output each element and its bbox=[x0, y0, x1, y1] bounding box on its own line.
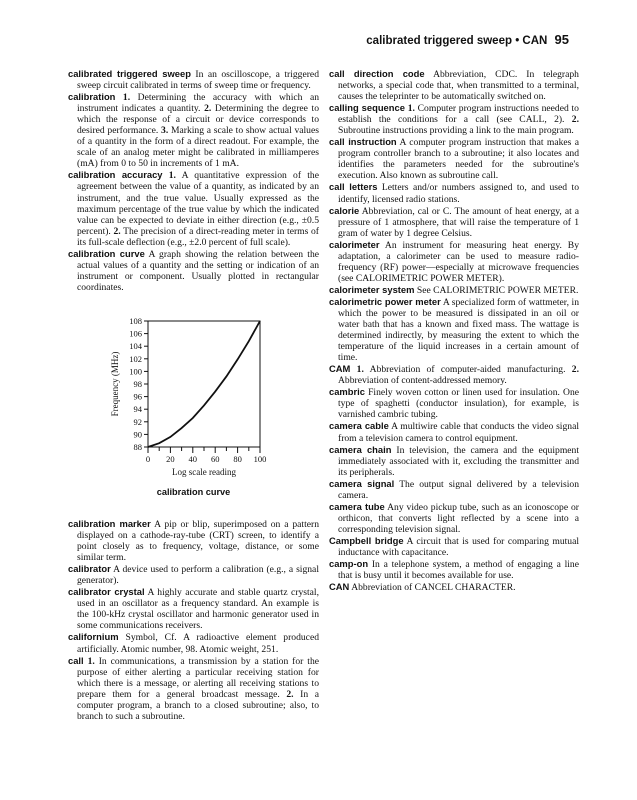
definition-text: A quantitative expression of the agreement between the value of a quantity, as indicated by an instrument, and the true value. Usually expressed as the maximum percentage of the true value by which the indicated value can be expected to deviate in either direction (e.g., ±0.5 percent). bbox=[77, 170, 319, 237]
dictionary-entry bbox=[329, 205, 579, 239]
sense-number: 2. bbox=[204, 103, 212, 115]
definition-text: Abbreviation, CDC. In telegraph networks, a special code that, when transmitted to a terminal, causes the teleprinter to be automatically switched on. bbox=[338, 69, 579, 103]
sense-number: 1. bbox=[87, 655, 95, 667]
x-tick-label: 20 bbox=[166, 453, 175, 464]
dictionary-entry bbox=[329, 363, 579, 386]
dictionary-entry bbox=[68, 586, 319, 631]
definition-text: Computer program instructions needed to establish the conditions for a call (see CALL, 2). bbox=[338, 103, 579, 126]
entry-term: camera signal bbox=[329, 477, 395, 489]
definition-text: Letters and/or numbers assigned to, and used to identify, licensed radio stations. bbox=[338, 182, 579, 205]
entry-term: calibration curve bbox=[68, 247, 145, 259]
sense-number: 1. bbox=[407, 103, 415, 115]
dictionary-entry bbox=[329, 420, 579, 443]
definition-text: Symbol, Cf. A radioactive element produced artificially. Atomic number, 98. Atomic weight, 251. bbox=[77, 632, 319, 655]
y-tick-label: 92 bbox=[133, 416, 142, 427]
y-axis-label: Frequency (MHz) bbox=[110, 351, 120, 417]
dictionary-entry bbox=[329, 296, 579, 363]
definition-text: Determining the accuracy with which an instrument indicates a quantity. bbox=[77, 92, 320, 115]
x-tick-label: 40 bbox=[188, 453, 198, 464]
definition-text: In a telephone system, a method of engaging a line that is busy until it becomes available for use. bbox=[338, 559, 579, 582]
dictionary-entry bbox=[329, 136, 579, 181]
dictionary-entry bbox=[329, 581, 579, 593]
sense-number: 2. bbox=[113, 225, 121, 237]
x-tick-label: 0 bbox=[145, 453, 151, 464]
dictionary-entry bbox=[329, 478, 579, 501]
dictionary-entry bbox=[329, 386, 579, 420]
dictionary-entry bbox=[329, 501, 579, 535]
running-title: calibrated triggered sweep • CAN bbox=[366, 35, 548, 47]
y-tick-label: 96 bbox=[133, 391, 142, 402]
right-entries bbox=[329, 68, 579, 593]
dictionary-entry bbox=[68, 518, 319, 563]
entry-term: call direction code bbox=[329, 68, 425, 79]
y-tick-label: 102 bbox=[129, 353, 142, 364]
dictionary-entry bbox=[68, 169, 319, 247]
entry-term: camp-on bbox=[329, 558, 369, 570]
y-tick-label: 88 bbox=[133, 441, 142, 452]
sense-number: 1. bbox=[356, 364, 364, 376]
definition-text: Abbreviation of content-addressed memory. bbox=[338, 375, 507, 387]
calibration-curve-figure bbox=[68, 313, 319, 483]
entry-term: CAM bbox=[329, 363, 351, 375]
x-axis-label: Log scale reading bbox=[172, 466, 236, 477]
plot-frame bbox=[148, 321, 260, 447]
definition-text: A graph showing the relation between the actual values of a quantity and the setting or indication of an instrument or component. Usually plotted in rectangular coordinates. bbox=[77, 248, 319, 293]
definition-text: See CALORIMETRIC POWER METER. bbox=[416, 284, 579, 296]
dictionary-entry bbox=[68, 68, 319, 91]
figure-caption: calibration curve bbox=[156, 486, 231, 497]
definition-text: In an oscilloscope, a triggered sweep circuit calibrated in terms of sweep time or frequency. bbox=[77, 69, 319, 92]
y-tick-label: 90 bbox=[133, 429, 142, 440]
y-tick-label: 108 bbox=[129, 315, 142, 326]
sense-number: 2. bbox=[571, 364, 579, 376]
entry-term: calibration bbox=[68, 91, 116, 103]
dictionary-entry bbox=[68, 91, 319, 169]
definition-text: An instrument for measuring heat energy. By adaptation, a calorimeter can be used to measure radio-frequency (RF) power—especially at microwave frequencies (see CALORIMETRIC POWER METER). bbox=[338, 239, 579, 284]
page-number: 95 bbox=[554, 32, 569, 47]
entry-term: californium bbox=[68, 631, 119, 643]
running-header bbox=[366, 32, 569, 47]
definition-text: Any video pickup tube, such as an iconoscope or orthicon, that converts light reflected by a scene into a corresponding television signal. bbox=[338, 501, 579, 535]
entry-term: camera cable bbox=[329, 420, 389, 432]
definition-text: The precision of a direct-reading meter in terms of its full-scale deflection (e.g., ±2.0 percent of full scale). bbox=[77, 225, 319, 248]
entry-term: calibrated triggered sweep bbox=[68, 68, 191, 79]
sense-number: 1. bbox=[168, 170, 176, 182]
entry-term: Campbell bridge bbox=[329, 534, 404, 546]
definition-text: A circuit that is used for comparing mutual inductance with capacitance. bbox=[338, 535, 580, 558]
entry-term: call bbox=[68, 654, 84, 666]
calibration-curve-line bbox=[148, 321, 260, 447]
entry-term: call instruction bbox=[329, 136, 397, 148]
entry-term: calorie bbox=[329, 204, 360, 216]
definition-text: Subroutine instructions providing a link to the main program. bbox=[338, 125, 574, 137]
definition-text: In a computer program, a branch to a closed subroutine; also, to branch to such a subroutine. bbox=[77, 688, 320, 722]
dictionary-entry bbox=[329, 68, 579, 102]
y-tick-label: 94 bbox=[133, 404, 142, 415]
dictionary-entry bbox=[329, 239, 579, 284]
entry-term: camera chain bbox=[329, 443, 392, 455]
x-tick-label: 100 bbox=[253, 453, 267, 464]
definition-text: Marking a scale to show actual values of a quantity in the form of a direct readout. For example, the scale of an analog meter might be calibrated in milliamperes (mA) from 0 to 50 in increments of 1 mA. bbox=[77, 125, 319, 170]
definition-text: In communications, a transmission by a station for the purpose of either alerting a particular receiving station for which there is a message, or alerting all receiving stations to prepare them for a general broadcast message. bbox=[77, 655, 320, 700]
definition-text: A computer program instruction that makes a program controller branch to a subroutine; it also locates and identifies the parameters needed for the subroutine's execution. Also known as subroutine call. bbox=[338, 137, 579, 182]
definition-text: A multiwire cable that conducts the video signal from a television camera to control equipment. bbox=[338, 421, 579, 444]
entry-term: cambric bbox=[329, 386, 365, 398]
entry-term: calibrator crystal bbox=[68, 586, 145, 598]
dictionary-entry bbox=[329, 558, 579, 581]
dictionary-entry bbox=[329, 444, 579, 478]
entry-term: calorimetric power meter bbox=[329, 295, 441, 307]
entry-term: calibration marker bbox=[68, 517, 151, 529]
left-entries-bottom bbox=[68, 518, 319, 722]
sense-number: 2. bbox=[286, 688, 294, 700]
definition-text: Finely woven cotton or linen used for insulation. One type of spaghetti (conductor insulation), for example, is varnished cambric tubing. bbox=[338, 387, 579, 421]
definition-text: In television, the camera and the equipment immediately associated with it, excluding the transmitter and its peripherals. bbox=[338, 444, 579, 478]
entry-term: call letters bbox=[329, 181, 378, 193]
left-entries-top bbox=[68, 68, 319, 293]
dictionary-entry bbox=[68, 631, 319, 654]
definition-text: A device used to perform a calibration (e.g., a signal generator). bbox=[77, 564, 319, 587]
definition-text: Determining the degree to which the response of a circuit or device corresponds to desired performance. bbox=[77, 103, 320, 137]
entry-term: calorimeter system bbox=[329, 283, 415, 295]
sense-number: 2. bbox=[571, 114, 579, 126]
x-tick-label: 80 bbox=[233, 453, 242, 464]
entry-term: CAN bbox=[329, 581, 350, 593]
definition-text: The output signal delivered by a television camera. bbox=[338, 478, 579, 501]
dictionary-entry bbox=[68, 563, 319, 586]
dictionary-entry bbox=[329, 181, 579, 204]
y-tick-label: 106 bbox=[129, 328, 142, 339]
definition-text: A pip or blip, superimposed on a pattern displayed on a cathode-ray-tube (CRT) screen, to identify a point closely as to frequency, voltage, distance, or some similar term. bbox=[77, 518, 319, 564]
dictionary-entry bbox=[68, 655, 319, 722]
definition-text: Abbreviation of CANCEL CHARACTER. bbox=[351, 582, 516, 594]
dictionary-entry bbox=[329, 535, 579, 558]
y-tick-label: 98 bbox=[133, 378, 142, 389]
y-tick-label: 104 bbox=[129, 341, 142, 352]
definition-text: A highly accurate and stable quartz crystal, used in an oscillator as a frequency standard. An example is the 100-kHz crystal oscillator and harmonic generator used in some communications receivers. bbox=[77, 587, 319, 632]
entry-term: camera tube bbox=[329, 500, 385, 512]
dictionary-entry bbox=[329, 102, 579, 136]
left-column bbox=[68, 68, 319, 722]
entry-term: calorimeter bbox=[329, 238, 380, 250]
y-tick-label: 100 bbox=[129, 366, 142, 377]
x-tick-label: 60 bbox=[210, 453, 220, 464]
definition-text: Abbreviation, cal or C. The amount of heat energy, at a pressure of 1 atmosphere, that will raise the temperature of 1 gram of water by 1 degree Celsius. bbox=[338, 205, 579, 239]
dictionary-entry bbox=[68, 248, 319, 293]
right-column bbox=[329, 68, 579, 593]
calibration-curve-chart bbox=[68, 313, 319, 483]
definition-text: A specialized form of wattmeter, in which the power to be measured is dissipated in an oil or water bath that has a known and fixed mass. The wattage is determined indirectly, by measuring the extent to which the temperature of the liquid increases in a certain amount of time. bbox=[338, 296, 579, 364]
sense-number: 3. bbox=[161, 125, 169, 137]
dictionary-entry bbox=[329, 284, 579, 296]
sense-number: 1. bbox=[122, 92, 131, 104]
definition-text: Abbreviation of computer-aided manufacturing. bbox=[369, 364, 566, 376]
entry-term: calibration accuracy bbox=[68, 169, 163, 181]
entry-term: calibrator bbox=[68, 563, 111, 575]
entry-term: calling sequence bbox=[329, 102, 405, 114]
